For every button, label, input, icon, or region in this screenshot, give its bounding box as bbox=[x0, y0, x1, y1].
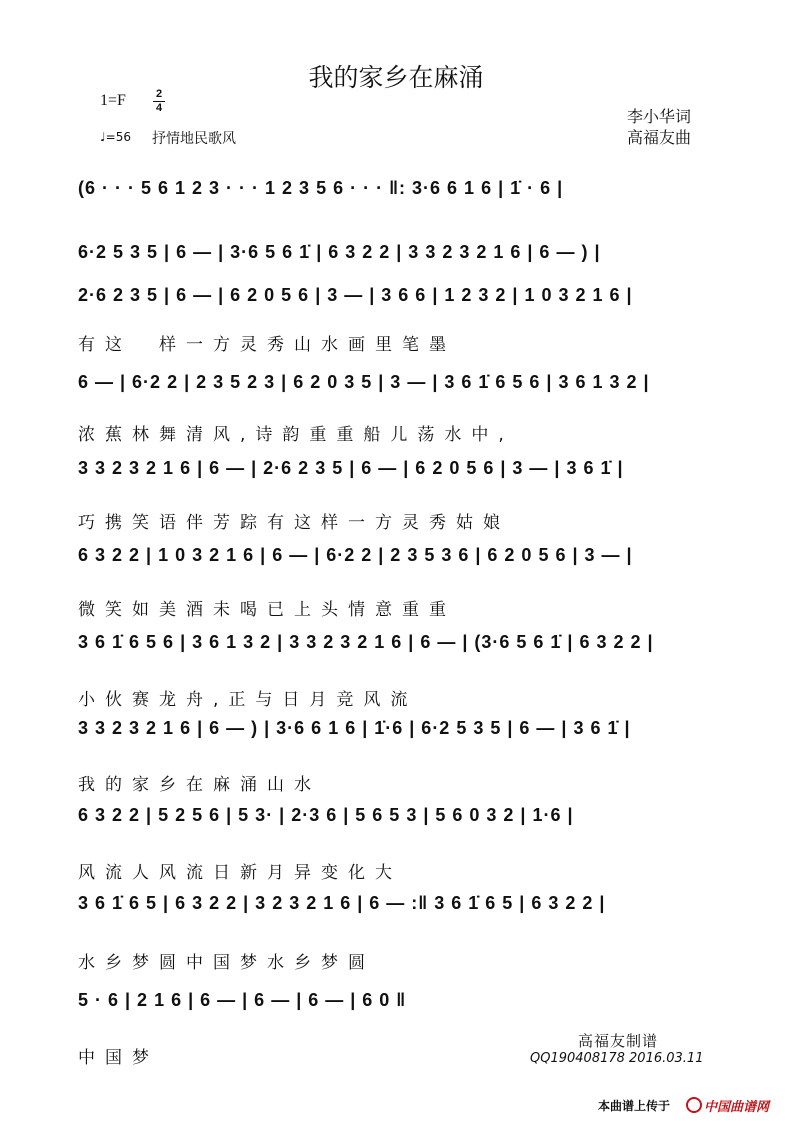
notation-line: 6 3 2 2 | 1 0 3 2 1 6 | 6 — | 6·2 2 | 2 3 5 3 6 | 6 2 0 5 6 | 3 — | bbox=[78, 545, 633, 565]
notation-line: 3 3 2 3 2 1 6 | 6 — ) | 3·6 6 1 6 | 1̇·6 | 6·2 5 3 5 | 6 — | 3 6 1̇ | bbox=[78, 718, 631, 738]
lyric-line: 我的家乡在麻涌山水 bbox=[78, 775, 321, 795]
key-signature: 1=F bbox=[100, 92, 126, 109]
notation-line: 6 3 2 2 | 5 2 5 6 | 5 3· | 2·3 6 | 5 6 5 3 | 5 6 0 3 2 | 1·6 | bbox=[78, 805, 574, 825]
site-logo bbox=[686, 1096, 769, 1115]
lyric-line: 微笑如美酒未喝已上头情意重重 bbox=[78, 600, 456, 620]
lyric-line: 小伙赛龙舟,正与日月竞风流 bbox=[78, 690, 418, 710]
lyric-line: 水乡梦圆中国梦水乡梦圆 bbox=[78, 953, 375, 973]
score-row bbox=[78, 458, 718, 508]
composer: 高福友曲 bbox=[627, 128, 692, 147]
lyric-line: 浓蕉林舞清风,诗韵重重船儿荡水中, bbox=[78, 425, 514, 445]
score-row bbox=[78, 893, 718, 943]
style-marking: 抒情地民歌风 bbox=[152, 131, 236, 147]
notation-line: 3 6 1̇ 6 5 6 | 3 6 1 3 2 | 3 3 2 3 2 1 6 | 6 — | (3·6 5 6 1̇ | 6 3 2 2 | bbox=[78, 632, 654, 652]
lyric-line: 巧携笑语伴芳踪有这样一方灵秀姑娘 bbox=[78, 513, 510, 533]
score-row bbox=[78, 718, 718, 768]
contact-date: QQ190408178 2016.03.11 bbox=[530, 1051, 704, 1066]
score-row bbox=[78, 632, 718, 682]
time-signature bbox=[153, 89, 165, 114]
notation-line: (6 · · · 5 6 1 2 3 · · · 1 2 3 5 6 · · · ‖: 3·6 6 1 6 | 1̇ · 6 | bbox=[78, 178, 564, 198]
meter-bottom: 4 bbox=[155, 102, 163, 114]
logo-text: 中国曲谱网 bbox=[704, 1100, 770, 1115]
notation-line: 6·2 5 3 5 | 6 — | 3·6 5 6 1̇ | 6 3 2 2 | 3 3 2 3 2 1 6 | 6 — ) | bbox=[78, 242, 601, 262]
lyric-line: 有这 样一方灵秀山水画里笔墨 bbox=[78, 335, 456, 355]
score-row bbox=[78, 372, 718, 422]
lyric-line: 中国梦 bbox=[78, 1048, 159, 1068]
meter-top: 2 bbox=[155, 88, 163, 100]
score-row bbox=[78, 805, 718, 855]
score-row bbox=[78, 545, 718, 595]
logo-icon bbox=[686, 1097, 702, 1113]
notation-line: 3 3 2 3 2 1 6 | 6 — | 2·6 2 3 5 | 6 — | 6 2 0 5 6 | 3 — | 3 6 1̇ | bbox=[78, 458, 624, 478]
score-maker: 高福友制谱 bbox=[578, 1032, 659, 1050]
tempo-marking: ♩=56 bbox=[100, 130, 131, 144]
page-title: 我的家乡在麻涌 bbox=[308, 63, 484, 92]
upload-note: 本曲谱上传于 bbox=[598, 1099, 671, 1113]
score-row bbox=[78, 285, 718, 335]
notation-line: 5 · 6 | 2 1 6 | 6 — | 6 — | 6 — | 6 0 ‖ bbox=[78, 990, 407, 1010]
lyric-line: 风流人风流日新月异变化大 bbox=[78, 863, 402, 883]
notation-line: 2·6 2 3 5 | 6 — | 6 2 0 5 6 | 3 — | 3 6 6 | 1 2 3 2 | 1 0 3 2 1 6 | bbox=[78, 285, 633, 305]
score-row bbox=[78, 178, 718, 228]
notation-line: 6 — | 6·2 2 | 2 3 5 2 3 | 6 2 0 3 5 | 3 — | 3 6 1̇ 6 5 6 | 3 6 1 3 2 | bbox=[78, 372, 650, 392]
notation-line: 3 6 1̇ 6 5 | 6 3 2 2 | 3 2 3 2 1 6 | 6 — :‖ 3 6 1̇ 6 5 | 6 3 2 2 | bbox=[78, 893, 606, 913]
lyricist: 李小华词 bbox=[627, 107, 692, 126]
